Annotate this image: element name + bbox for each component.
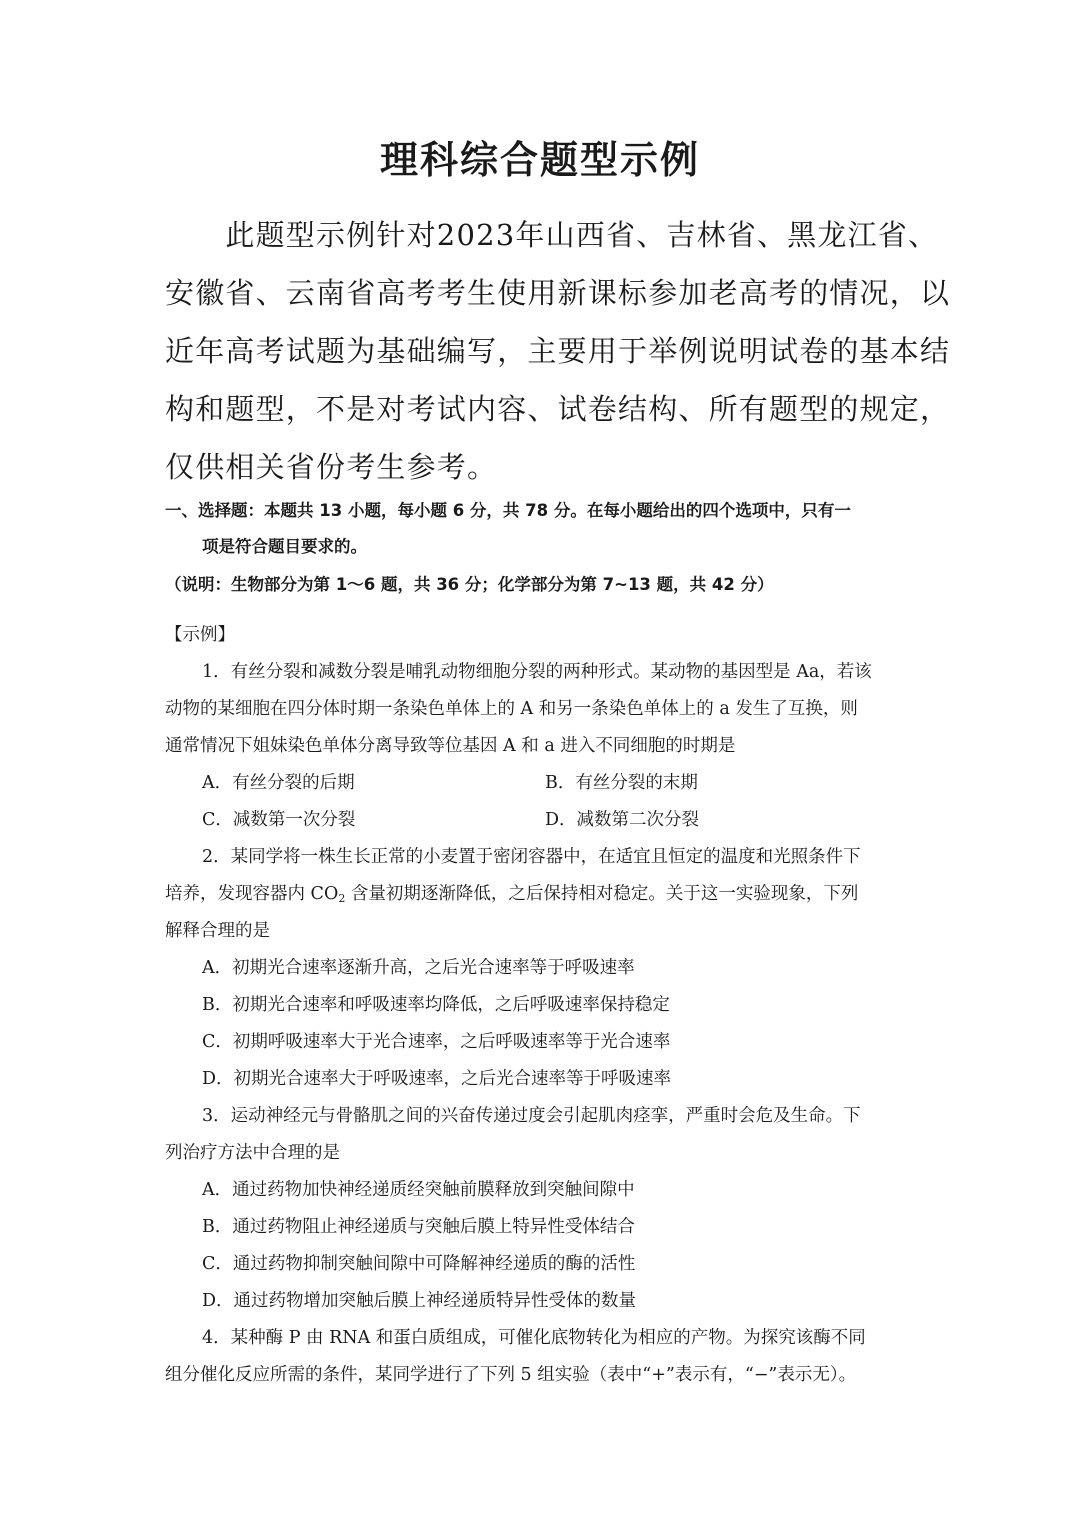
- question-3-option-a: A．通过药物加快神经递质经突触前膜释放到突触间隙中: [202, 1180, 635, 1200]
- question-3-option-c: C．通过药物抑制突触间隙中可降解神经递质的酶的活性: [202, 1254, 636, 1274]
- question-2-line: [165, 876, 858, 913]
- question-1-option-a: A．有丝分裂的后期: [202, 773, 355, 793]
- question-3-line: 3．运动神经元与骨骼肌之间的兴奋传递过度会引起肌肉痉挛，严重时会危及生命。下: [202, 1106, 861, 1126]
- question-3-option-b: B．通过药物阻止神经递质与突触后膜上特异性受体结合: [202, 1217, 635, 1237]
- question-2-text: 含量初期逐渐降低，之后保持相对稳定。关于这一实验现象，下列: [345, 884, 859, 904]
- question-2-option-a: A．初期光合速率逐渐升高，之后光合速率等于呼吸速率: [202, 958, 635, 978]
- section-heading-line: 一、选择题：本题共 13 小题，每小题 6 分，共 78 分。在每小题给出的四个选项中，只有一: [165, 501, 851, 520]
- section-heading-line: 项是符合题目要求的。: [202, 537, 367, 556]
- question-1-line: 1．有丝分裂和减数分裂是哺乳动物细胞分裂的两种形式。某动物的基因型是 Aa，若该: [202, 662, 872, 682]
- question-1-line: 通常情况下姐妹染色单体分离导致等位基因 A 和 a 进入不同细胞的时期是: [165, 736, 736, 756]
- question-1-line: 动物的某细胞在四分体时期一条染色单体上的 A 和另一条染色单体上的 a 发生了互换，则: [165, 699, 858, 719]
- question-1-option-d: D．减数第二次分裂: [545, 810, 700, 830]
- subscript-2: 2: [338, 892, 346, 905]
- question-2-option-c: C．初期呼吸速率大于光合速率，之后呼吸速率等于光合速率: [202, 1032, 671, 1052]
- example-label: 【示例】: [165, 625, 235, 645]
- section-note: （说明：生物部分为第 1～6 题，共 36 分；化学部分为第 7~13 题，共 42 分）: [165, 575, 774, 594]
- question-1-option-b: B．有丝分裂的末期: [545, 773, 698, 793]
- document-title: 理科综合题型示例: [379, 138, 700, 182]
- intro-line: 仅供相关省份考生参考。: [165, 450, 498, 484]
- intro-line: 此题型示例针对2023年山西省、吉林省、黑龙江省、: [165, 218, 939, 252]
- question-2-option-b: B．初期光合速率和呼吸速率均降低，之后呼吸速率保持稳定: [202, 995, 670, 1015]
- intro-line: 安徽省、云南省高考考生使用新课标参加老高考的情况，以: [165, 276, 951, 310]
- question-2-option-d: D．初期光合速率大于呼吸速率，之后光合速率等于呼吸速率: [202, 1069, 672, 1089]
- section-heading: [165, 493, 925, 565]
- question-2-line: 2．某同学将一株生长正常的小麦置于密闭容器中，在适宜且恒定的温度和光照条件下: [202, 847, 861, 867]
- question-2-text: 培养，发现容器内 CO: [165, 884, 339, 904]
- question-4-line: 组分催化反应所需的条件，某同学进行了下列 5 组实验（表中“+”表示有，“−”表示无）。: [165, 1365, 857, 1385]
- question-4-line: 4．某种酶 P 由 RNA 和蛋白质组成，可催化底物转化为相应的产物。为探究该酶不同: [202, 1328, 866, 1348]
- question-3-option-d: D．通过药物增加突触后膜上神经递质特异性受体的数量: [202, 1291, 637, 1311]
- question-3-line: 列治疗方法中合理的是: [165, 1143, 340, 1163]
- intro-line: 构和题型，不是对考试内容、试卷结构、所有题型的规定，: [165, 392, 951, 426]
- question-2-line: 解释合理的是: [165, 921, 270, 941]
- question-1-option-c: C．减数第一次分裂: [202, 810, 356, 830]
- intro-paragraph: [165, 206, 951, 496]
- intro-line: 近年高考试题为基础编写，主要用于举例说明试卷的基本结: [165, 334, 951, 368]
